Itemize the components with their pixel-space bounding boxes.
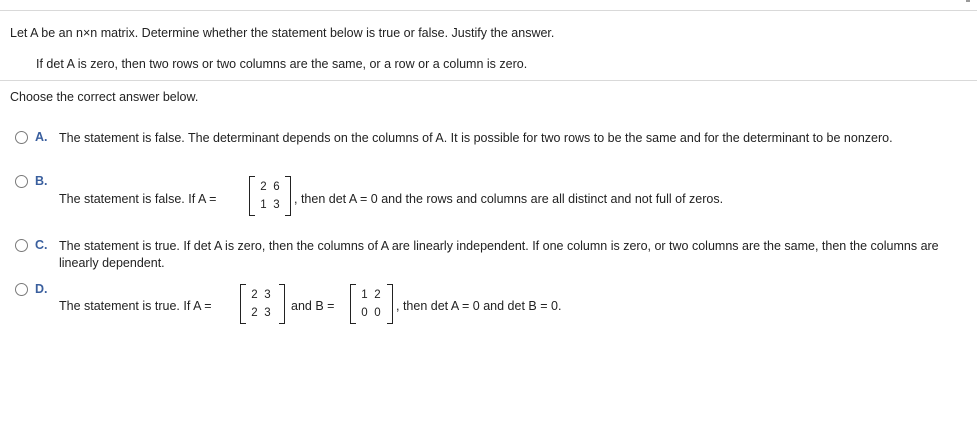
matrix-cell: 0 xyxy=(374,307,381,319)
option-d-text-suffix: , then det A = 0 and det B = 0. xyxy=(396,299,562,313)
option-d-text-middle: and B = xyxy=(291,299,335,313)
option-b-letter: B. xyxy=(35,174,48,188)
option-a-letter: A. xyxy=(35,130,48,144)
matrix-cell: 3 xyxy=(264,307,271,319)
option-d-matrix-a xyxy=(240,284,285,322)
option-c-radio[interactable] xyxy=(15,239,28,252)
option-a-text: The statement is false. The determinant depends on the columns of A. It is possible for two rows to be the same and for the determinant to be nonzero. xyxy=(59,131,893,145)
matrix-cell: 2 xyxy=(374,289,381,301)
statement-text: If det A is zero, then two rows or two columns are the same, or a row or a column is zero. xyxy=(36,57,528,71)
option-d-text-prefix: The statement is true. If A = xyxy=(59,299,212,313)
scroll-indicator xyxy=(966,0,970,2)
matrix-cell: 2 xyxy=(251,307,258,319)
section-divider xyxy=(0,80,977,81)
matrix-cell: 2 xyxy=(251,289,258,301)
matrix-cell: 2 xyxy=(260,181,267,193)
matrix-cell: 3 xyxy=(273,199,280,211)
matrix-cell: 1 xyxy=(361,289,368,301)
option-b-text-prefix: The statement is false. If A = xyxy=(59,192,217,206)
option-d-matrix-b xyxy=(350,284,393,322)
option-c-letter: C. xyxy=(35,238,48,252)
option-b-radio[interactable] xyxy=(15,175,28,188)
choose-prompt: Choose the correct answer below. xyxy=(10,90,199,104)
option-d-letter: D. xyxy=(35,282,48,296)
option-b-matrix xyxy=(249,176,291,214)
matrix-cell: 6 xyxy=(273,181,280,193)
option-a-radio[interactable] xyxy=(15,131,28,144)
question-text: Let A be an n×n matrix. Determine whether the statement below is true or false. Justify the answer. xyxy=(10,26,555,40)
matrix-cell: 0 xyxy=(361,307,368,319)
option-c-text: The statement is true. If det A is zero, then the columns of A are linearly independent. If one column is zero, or two columns are the same, then the columns are linearly dependent. xyxy=(59,239,939,270)
matrix-cell: 3 xyxy=(264,289,271,301)
option-b-text-suffix: , then det A = 0 and the rows and columns are all distinct and not full of zeros. xyxy=(294,192,724,206)
matrix-cell: 1 xyxy=(260,199,267,211)
top-divider xyxy=(0,10,977,11)
option-d-radio[interactable] xyxy=(15,283,28,296)
